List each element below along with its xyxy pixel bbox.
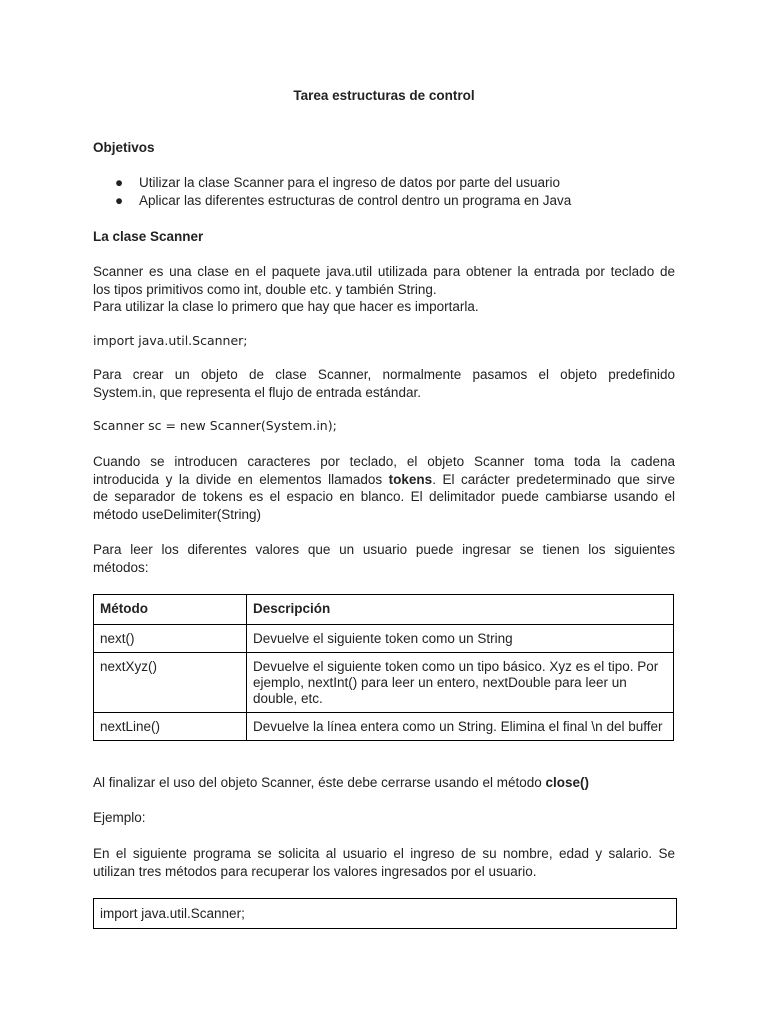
paragraph-tokens [93, 453, 675, 523]
text-line: Para leer los diferentes valores que un usuario puede ingresar se tienen los siguientes [93, 542, 675, 557]
table-header-row [94, 595, 674, 625]
table-header-cell: Método [94, 595, 247, 625]
bullet-icon: ● [115, 193, 124, 208]
text-segment: Al finalizar el uso del objeto Scanner, éste debe cerrarse usando el método [93, 775, 546, 790]
text-line: método useDelimiter(String) [93, 506, 262, 522]
text-line: System.in, que representa el flujo de entrada estándar. [93, 384, 421, 400]
bold-method-close: close() [545, 775, 590, 790]
table-cell-method: nextLine() [94, 713, 247, 741]
list-item [93, 192, 571, 210]
methods-table [93, 594, 674, 741]
text-line: Para utilizar la clase lo primero que hay que hacer es importarla. [93, 299, 479, 314]
text-line [93, 471, 675, 489]
list-item [93, 174, 571, 192]
paragraph-scanner-intro [93, 263, 675, 316]
text-line: de separador de tokens es el espacio en blanco. El delimitador puede cambiarse usando el [93, 489, 675, 504]
text-segment: introducida y la divide en elementos llamados [93, 471, 389, 487]
list-item-text: Aplicar las diferentes estructuras de control dentro un programa en Java [139, 193, 572, 208]
bold-term-tokens: tokens [388, 471, 433, 487]
paragraph-read-values [93, 541, 675, 576]
text-line: Scanner es una clase en el paquete java.util utilizada para obtener la entrada por teclado de [93, 264, 675, 279]
table-cell-description: Devuelve la línea entera como un String. Elimina el final \n del buffer [247, 713, 674, 741]
table-row [94, 653, 674, 713]
text-line: utilizan tres métodos para recuperar los valores ingresados por el usuario. [93, 863, 537, 879]
code-import: import java.util.Scanner; [93, 333, 248, 348]
table-row [94, 625, 674, 653]
table-cell-description: Devuelve el siguiente token como un String [247, 625, 674, 653]
text-line: métodos: [93, 559, 149, 575]
table-cell-method: next() [94, 625, 247, 653]
text-line: Cuando se introducen caracteres por teclado, el objeto Scanner toma toda la cadena [93, 454, 675, 469]
document-title: Tarea estructuras de control [293, 88, 475, 103]
text-line: En el siguiente programa se solicita al usuario el ingreso de su nombre, edad y salario. Se [93, 846, 675, 861]
objetivos-list [93, 174, 571, 210]
bullet-icon: ● [115, 175, 124, 190]
paragraph-example-program [93, 845, 675, 880]
objetivos-heading: Objetivos [93, 140, 155, 155]
text-line: los tipos primitivos como int, double etc. y también String. [93, 281, 437, 297]
code-box-import: import java.util.Scanner; [93, 898, 677, 929]
table-row [94, 713, 674, 741]
ejemplo-label: Ejemplo: [93, 810, 146, 825]
list-item-text: Utilizar la clase Scanner para el ingreso de datos por parte del usuario [139, 175, 560, 190]
table-cell-method: nextXyz() [94, 653, 247, 713]
code-new-scanner: Scanner sc = new Scanner(System.in); [93, 418, 337, 433]
table-header-cell: Descripción [247, 595, 674, 625]
text-segment: . El carácter predeterminado que sirve [432, 471, 675, 487]
table-cell-description: Devuelve el siguiente token como un tipo básico. Xyz es el tipo. Por ejemplo, nextInt() para leer un entero, nextDouble para leer un double, etc. [247, 653, 674, 713]
text-line: Para crear un objeto de clase Scanner, normalmente pasamos el objeto predefinido [93, 367, 675, 382]
paragraph-close [93, 774, 675, 792]
paragraph-create-object [93, 366, 675, 401]
scanner-heading: La clase Scanner [93, 229, 204, 244]
